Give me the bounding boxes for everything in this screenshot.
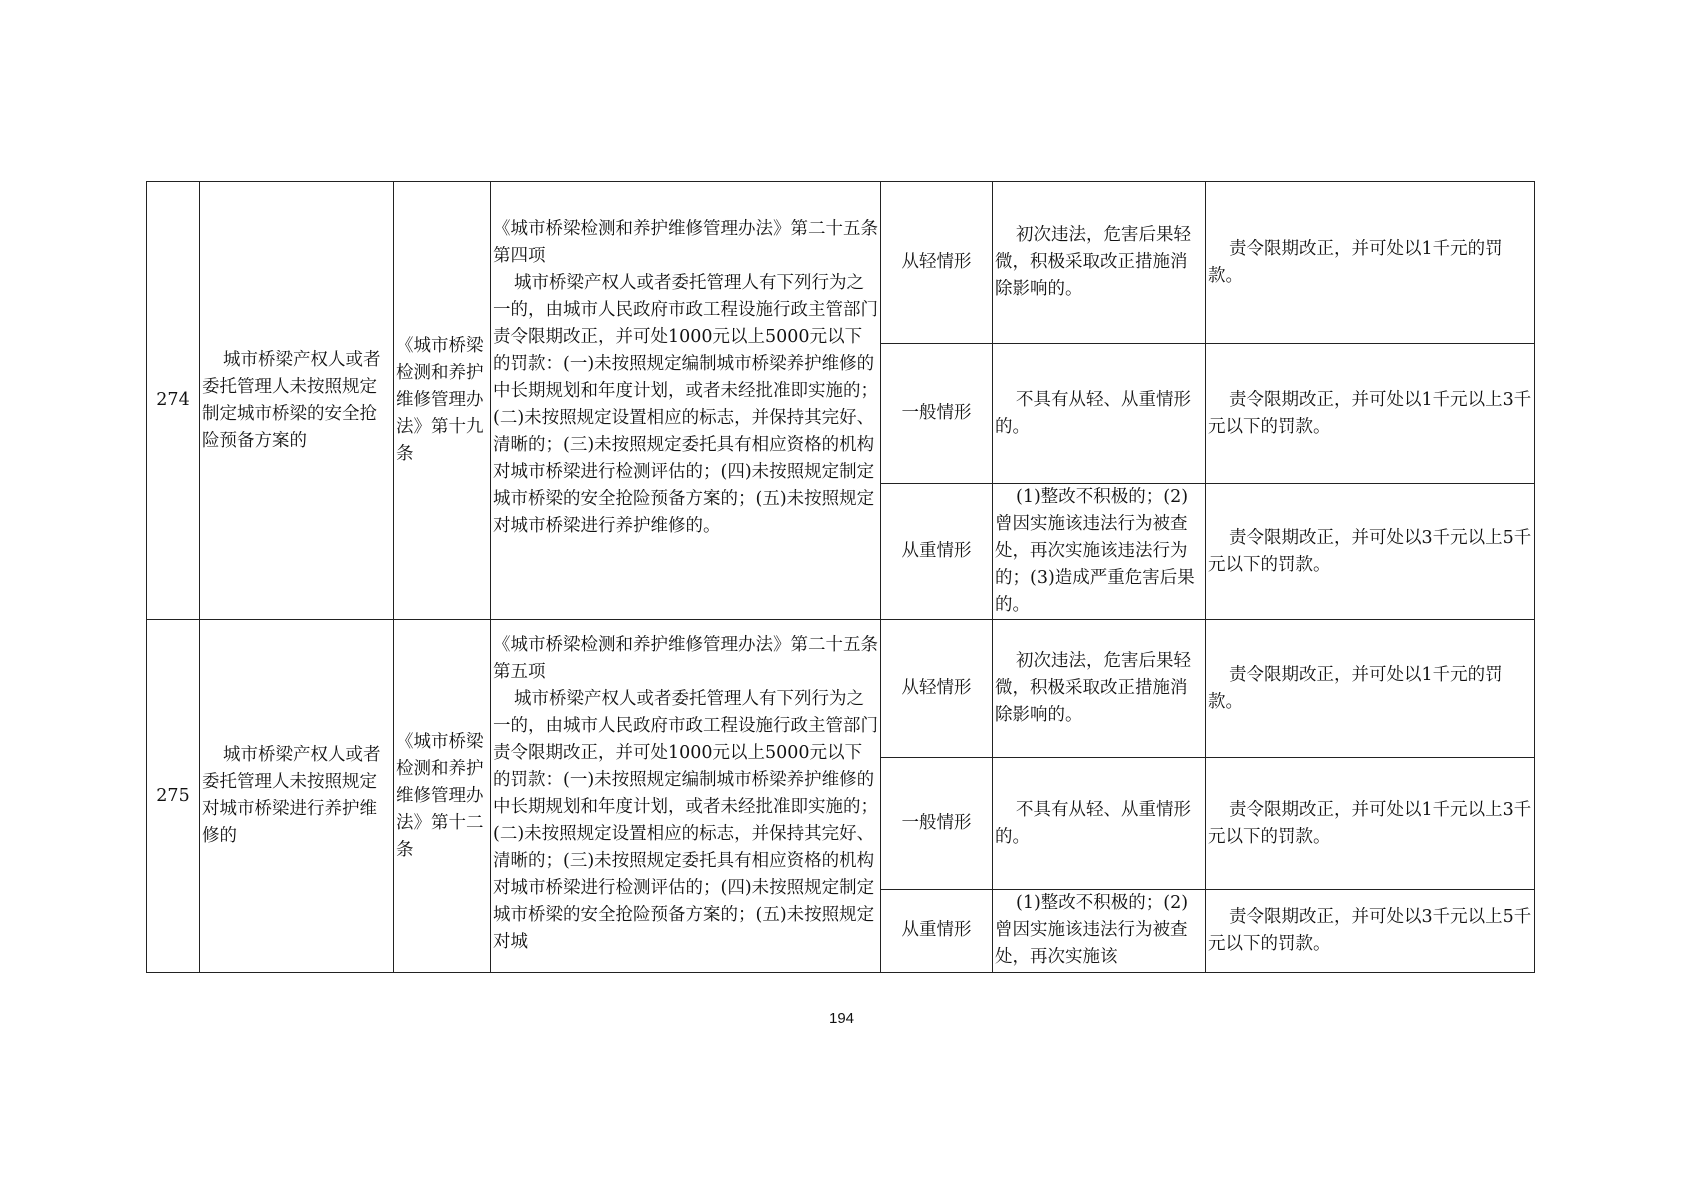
- level-condition: 初次违法，危害后果轻微，积极采取改正措施消除影响的。: [993, 182, 1206, 344]
- legal-basis: 《城市桥梁检测和养护维修管理办法》第十二条: [394, 620, 491, 973]
- violation-description: 城市桥梁产权人或者委托管理人未按照规定对城市桥梁进行养护维修的: [200, 620, 394, 973]
- level-label: 从重情形: [881, 889, 993, 972]
- penalty-table: [146, 181, 1535, 973]
- level-label: 从重情形: [881, 484, 993, 620]
- level-condition: 不具有从轻、从重情形的。: [993, 758, 1206, 889]
- level-penalty: 责令限期改正，并可处以3千元以上5千元以下的罚款。: [1206, 889, 1535, 972]
- provision-title: 《城市桥梁检测和养护维修管理办法》第二十五条第五项: [493, 635, 878, 682]
- level-label: 从轻情形: [881, 620, 993, 758]
- level-label: 从轻情形: [881, 182, 993, 344]
- level-penalty: 责令限期改正，并可处以1千元的罚款。: [1206, 620, 1535, 758]
- row-number: 274: [147, 182, 200, 620]
- level-penalty: 责令限期改正，并可处以1千元以上3千元以下的罚款。: [1206, 344, 1535, 484]
- row-number: 275: [147, 620, 200, 973]
- table-row: [147, 620, 1535, 758]
- level-condition: (1)整改不积极的；(2)曾因实施该违法行为被查处，再次实施该: [993, 889, 1206, 972]
- provision-text: 城市桥梁产权人或者委托管理人有下列行为之一的，由城市人民政府市政工程设施行政主管部门责令限期改正，并可处1000元以上5000元以下的罚款：(一)未按照规定编制城市桥梁养护维修的中长期规划和年度计划，或者未经批准即实施的；(二)未按照规定设置相应的标志，并保持其完好、清晰的；(三)未按照规定委托具有相应资格的机构对城市桥梁进行检测评估的；(四)未按照规定制定城市桥梁的安全抢险预备方案的；(五)未按照规定对城市桥梁进行养护维修的。: [493, 273, 878, 536]
- violation-description: 城市桥梁产权人或者委托管理人未按照规定制定城市桥梁的安全抢险预备方案的: [200, 182, 394, 620]
- table-row: [147, 182, 1535, 344]
- level-penalty: 责令限期改正，并可处以1千元的罚款。: [1206, 182, 1535, 344]
- penalty-provision: [491, 620, 881, 973]
- penalty-provision: [491, 182, 881, 620]
- level-penalty: 责令限期改正，并可处以1千元以上3千元以下的罚款。: [1206, 758, 1535, 889]
- level-condition: 不具有从轻、从重情形的。: [993, 344, 1206, 484]
- level-condition: 初次违法，危害后果轻微，积极采取改正措施消除影响的。: [993, 620, 1206, 758]
- legal-basis: 《城市桥梁检测和养护维修管理办法》第十九条: [394, 182, 491, 620]
- level-label: 一般情形: [881, 758, 993, 889]
- provision-title: 《城市桥梁检测和养护维修管理办法》第二十五条第四项: [493, 219, 878, 266]
- level-condition: (1)整改不积极的；(2)曾因实施该违法行为被查处，再次实施该违法行为的；(3)造成严重危害后果的。: [993, 484, 1206, 620]
- level-penalty: 责令限期改正，并可处以3千元以上5千元以下的罚款。: [1206, 484, 1535, 620]
- page-number: 194: [828, 1010, 855, 1027]
- level-label: 一般情形: [881, 344, 993, 484]
- provision-text: 城市桥梁产权人或者委托管理人有下列行为之一的，由城市人民政府市政工程设施行政主管部门责令限期改正，并可处1000元以上5000元以下的罚款：(一)未按照规定编制城市桥梁养护维修的中长期规划和年度计划，或者未经批准即实施的；(二)未按照规定设置相应的标志，并保持其完好、清晰的；(三)未按照规定委托具有相应资格的机构对城市桥梁进行检测评估的；(四)未按照规定制定城市桥梁的安全抢险预备方案的；(五)未按照规定对城: [493, 689, 878, 952]
